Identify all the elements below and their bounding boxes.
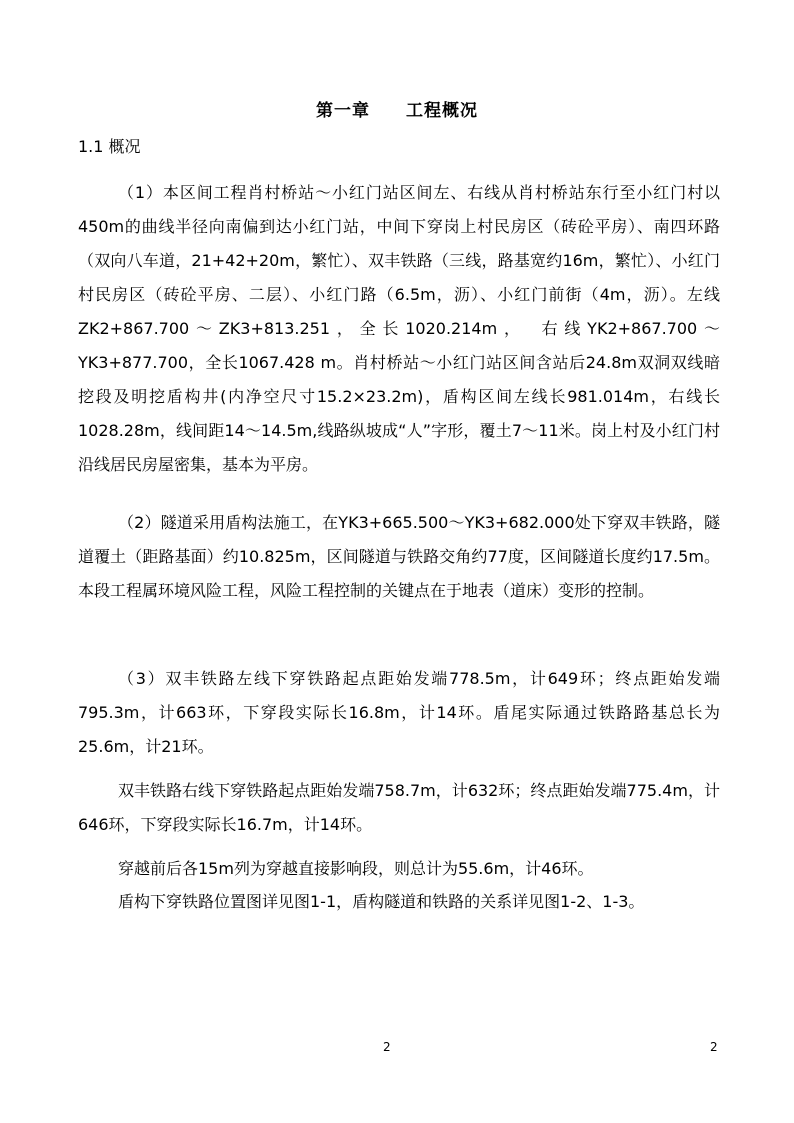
section-heading: 1.1 概况	[78, 137, 141, 156]
page-number-center: 2	[383, 1040, 391, 1054]
paragraph-3: （3）双丰铁路左线下穿铁路起点距始发端778.5m，计649环；终点距始发端795.3m，计663环，下穿段实际长16.8m，计14环。盾尾实际通过铁路路基总长为25.6m，计21环。	[78, 669, 720, 756]
page-number-right: 2	[710, 1040, 718, 1054]
paragraph-1: （1）本区间工程肖村桥站～小红门站区间左、右线从肖村桥站东行至小红门村以450m的曲线半径向南偏到达小红门站，中间下穿岗上村民房区（砖砼平房）、南四环路（双向八车道，21+42+20m，繁忙）、双丰铁路（三线，路基宽约16m，繁忙）、小红门村民房区（砖砼平房、二层）、小红门路（6.5m，沥）、小红门前街（4m，沥）。左线ZK2+867.700～ZK3+813.251，全长1020.214m， 右线YK2+867.700～YK3+877.700，全长1067.428 m。肖村桥站～小红门站区间含站后24.8m双洞双线暗挖段及明挖盾构井(内净空尺寸15.2×23.2m)，盾构区间左线长981.014m，右线长1028.28m，线间距14～14.5m,线路纵坡成“人”字形，覆土7～11米。岗上村及小红门村沿线居民房屋密集，基本为平房。	[78, 183, 720, 474]
chapter-title: 第一章 工程概况	[316, 101, 478, 121]
paragraph-2: （2）隧道采用盾构法施工，在YK3+665.500～YK3+682.000处下穿双丰铁路，隧道覆土（距路基面）约10.825m，区间隧道与铁路交角约77度，区间隧道长度约17.5m。本段工程属环境风险工程，风险工程控制的关键点在于地表（道床）变形的控制。	[78, 513, 720, 600]
paragraph-5: 穿越前后各15m列为穿越直接影响段，则总计为55.6m，计46环。	[118, 859, 594, 878]
paragraph-6: 盾构下穿铁路位置图详见图1-1，盾构隧道和铁路的关系详见图1-2、1-3。	[118, 892, 645, 911]
paragraph-4: 双丰铁路右线下穿铁路起点距始发端758.7m，计632环；终点距始发端775.4m，计646环，下穿段实际长16.7m，计14环。	[78, 781, 720, 834]
